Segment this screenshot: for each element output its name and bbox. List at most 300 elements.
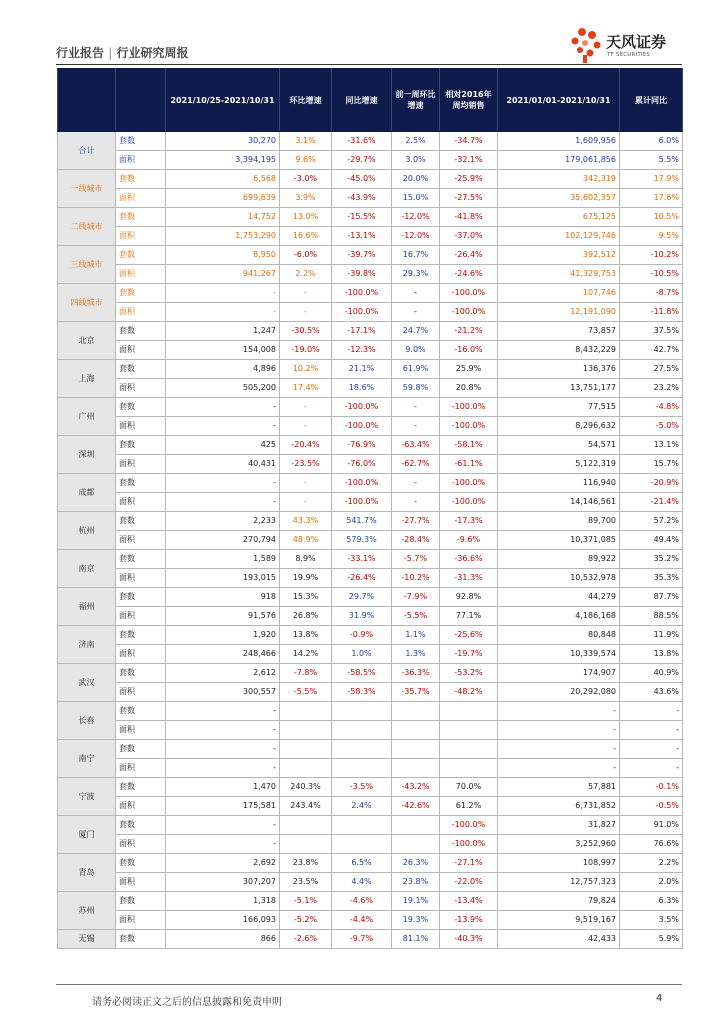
value-cell: -	[392, 284, 440, 303]
value-cell: -7.8%	[280, 664, 332, 683]
value-cell: -	[166, 702, 280, 721]
value-cell	[332, 816, 392, 835]
value-cell: 10,371,085	[498, 531, 620, 550]
value-cell: 18.6%	[332, 379, 392, 398]
value-cell: -100.0%	[440, 835, 498, 854]
value-cell: 3.0%	[392, 151, 440, 170]
value-cell: 240.3%	[280, 778, 332, 797]
value-cell: 8,296,632	[498, 417, 620, 436]
page-number: 4	[656, 993, 663, 1004]
value-cell: -	[280, 284, 332, 303]
metric-cell: 套数	[116, 360, 166, 379]
metric-cell: 套数	[116, 778, 166, 797]
footer-divider	[56, 984, 682, 985]
value-cell: 941,267	[166, 265, 280, 284]
city-cell: 合计	[58, 132, 116, 170]
col-header: 相对2016年周均销售	[440, 69, 498, 132]
value-cell: 26.8%	[280, 607, 332, 626]
value-cell: 1.3%	[392, 645, 440, 664]
value-cell: 179,061,856	[498, 151, 620, 170]
value-cell: 31,827	[498, 816, 620, 835]
city-cell: 无锡	[58, 930, 116, 949]
value-cell: 17.4%	[280, 379, 332, 398]
value-cell	[332, 702, 392, 721]
metric-cell: 面积	[116, 303, 166, 322]
metric-cell: 面积	[116, 417, 166, 436]
value-cell: 174,907	[498, 664, 620, 683]
table-row	[58, 246, 683, 265]
city-cell: 深圳	[58, 436, 116, 474]
value-cell: 4.4%	[332, 873, 392, 892]
city-cell: 苏州	[58, 892, 116, 930]
value-cell: 2,233	[166, 512, 280, 531]
value-cell	[332, 740, 392, 759]
value-cell: -76.9%	[332, 436, 392, 455]
value-cell: 81.1%	[392, 930, 440, 949]
table-row	[58, 417, 683, 436]
value-cell: 35,602,357	[498, 189, 620, 208]
value-cell: 35.2%	[620, 550, 683, 569]
value-cell: -100.0%	[440, 303, 498, 322]
value-cell: -6.0%	[280, 246, 332, 265]
value-cell: 5.9%	[620, 930, 683, 949]
value-cell: 2,692	[166, 854, 280, 873]
value-cell: -0.1%	[620, 778, 683, 797]
metric-cell: 面积	[116, 683, 166, 702]
value-cell: 3,394,195	[166, 151, 280, 170]
value-cell: 54,571	[498, 436, 620, 455]
value-cell: -5.7%	[392, 550, 440, 569]
header-separator: |	[108, 46, 113, 60]
value-cell: 2,612	[166, 664, 280, 683]
value-cell: 20,292,080	[498, 683, 620, 702]
value-cell: 40,431	[166, 455, 280, 474]
metric-cell: 套数	[116, 702, 166, 721]
value-cell: 77.1%	[440, 607, 498, 626]
table-row	[58, 189, 683, 208]
value-cell: 42.7%	[620, 341, 683, 360]
table-row	[58, 341, 683, 360]
table-row	[58, 873, 683, 892]
value-cell: 29.7%	[332, 588, 392, 607]
value-cell: 25.9%	[440, 360, 498, 379]
value-cell: 15.0%	[392, 189, 440, 208]
value-cell: -	[620, 759, 683, 778]
metric-cell: 套数	[116, 854, 166, 873]
value-cell: -	[280, 474, 332, 493]
value-cell: -39.8%	[332, 265, 392, 284]
value-cell: 13,751,177	[498, 379, 620, 398]
value-cell: -	[280, 417, 332, 436]
value-cell: 505,200	[166, 379, 280, 398]
value-cell: -34.7%	[440, 132, 498, 151]
table-row	[58, 816, 683, 835]
value-cell	[440, 702, 498, 721]
city-cell: 福州	[58, 588, 116, 626]
value-cell: 16.6%	[280, 227, 332, 246]
value-cell: -12.0%	[392, 208, 440, 227]
value-cell: -76.0%	[332, 455, 392, 474]
value-cell: -48.2%	[440, 683, 498, 702]
value-cell: 14,752	[166, 208, 280, 227]
value-cell: 92.8%	[440, 588, 498, 607]
metric-cell: 面积	[116, 797, 166, 816]
value-cell: -41.8%	[440, 208, 498, 227]
value-cell: 1,609,956	[498, 132, 620, 151]
value-cell: -22.0%	[440, 873, 498, 892]
value-cell: -27.1%	[440, 854, 498, 873]
value-cell: 116,940	[498, 474, 620, 493]
value-cell: 10.2%	[280, 360, 332, 379]
value-cell: -100.0%	[440, 816, 498, 835]
value-cell: 4,186,168	[498, 607, 620, 626]
value-cell: 91.0%	[620, 816, 683, 835]
value-cell: 20.0%	[392, 170, 440, 189]
value-cell: -13.9%	[440, 911, 498, 930]
value-cell: -16.0%	[440, 341, 498, 360]
value-cell: 16.7%	[392, 246, 440, 265]
value-cell: 102,129,746	[498, 227, 620, 246]
value-cell: 243.4%	[280, 797, 332, 816]
city-cell: 三线城市	[58, 246, 116, 284]
value-cell: 8,432,229	[498, 341, 620, 360]
value-cell	[392, 740, 440, 759]
value-cell: -58.1%	[440, 436, 498, 455]
value-cell: 9.5%	[620, 227, 683, 246]
metric-cell: 套数	[116, 474, 166, 493]
value-cell: 49.4%	[620, 531, 683, 550]
value-cell: 21.1%	[332, 360, 392, 379]
value-cell: -43.9%	[332, 189, 392, 208]
value-cell	[440, 740, 498, 759]
value-cell: 866	[166, 930, 280, 949]
value-cell: 541.7%	[332, 512, 392, 531]
value-cell: 79,824	[498, 892, 620, 911]
value-cell: -	[166, 835, 280, 854]
value-cell: -	[166, 284, 280, 303]
value-cell: 1.0%	[332, 645, 392, 664]
value-cell: 15.3%	[280, 588, 332, 607]
value-cell: 1,753,290	[166, 227, 280, 246]
value-cell: -26.4%	[332, 569, 392, 588]
table-row	[58, 531, 683, 550]
value-cell: -	[392, 474, 440, 493]
value-cell: -26.4%	[440, 246, 498, 265]
value-cell: -17.1%	[332, 322, 392, 341]
value-cell: 2.0%	[620, 873, 683, 892]
value-cell: -27.7%	[392, 512, 440, 531]
value-cell: -53.2%	[440, 664, 498, 683]
value-cell: 44,279	[498, 588, 620, 607]
table-row	[58, 265, 683, 284]
value-cell: 20.8%	[440, 379, 498, 398]
city-cell: 二线城市	[58, 208, 116, 246]
value-cell: -100.0%	[440, 284, 498, 303]
value-cell: -45.0%	[332, 170, 392, 189]
value-cell: 19.3%	[392, 911, 440, 930]
city-cell: 广州	[58, 398, 116, 436]
metric-cell: 套数	[116, 284, 166, 303]
value-cell: 11.9%	[620, 626, 683, 645]
value-cell: 248,466	[166, 645, 280, 664]
value-cell: -10.2%	[392, 569, 440, 588]
value-cell: -2.6%	[280, 930, 332, 949]
value-cell: -0.5%	[620, 797, 683, 816]
value-cell: 3.5%	[620, 911, 683, 930]
table-row	[58, 664, 683, 683]
value-cell: 57.2%	[620, 512, 683, 531]
table-row	[58, 930, 683, 949]
value-cell: -5.1%	[280, 892, 332, 911]
value-cell: 3.1%	[280, 132, 332, 151]
value-cell: -20.4%	[280, 436, 332, 455]
metric-cell: 套数	[116, 398, 166, 417]
value-cell: 41,329,753	[498, 265, 620, 284]
value-cell: -0.9%	[332, 626, 392, 645]
value-cell: 43.6%	[620, 683, 683, 702]
metric-cell: 套数	[116, 550, 166, 569]
value-cell: -4.4%	[332, 911, 392, 930]
value-cell: -3.5%	[332, 778, 392, 797]
value-cell: 29.3%	[392, 265, 440, 284]
header-subcategory: 行业研究周报	[116, 46, 189, 60]
value-cell: 175,581	[166, 797, 280, 816]
value-cell: 5,122,319	[498, 455, 620, 474]
value-cell: 8,950	[166, 246, 280, 265]
metric-cell: 面积	[116, 835, 166, 854]
value-cell: 2.5%	[392, 132, 440, 151]
logo-english-name: TF SECURITIES	[607, 52, 651, 58]
table-row	[58, 322, 683, 341]
table-row	[58, 550, 683, 569]
value-cell: 88.5%	[620, 607, 683, 626]
value-cell: -36.3%	[392, 664, 440, 683]
value-cell: -4.8%	[620, 398, 683, 417]
value-cell: -	[392, 493, 440, 512]
value-cell: -24.6%	[440, 265, 498, 284]
value-cell: 4,896	[166, 360, 280, 379]
value-cell: 48.9%	[280, 531, 332, 550]
city-cell: 北京	[58, 322, 116, 360]
value-cell: -	[166, 398, 280, 417]
value-cell: -19.7%	[440, 645, 498, 664]
value-cell: 6,568	[166, 170, 280, 189]
table-row	[58, 170, 683, 189]
value-cell	[280, 702, 332, 721]
metric-cell: 套数	[116, 816, 166, 835]
metric-cell: 套数	[116, 208, 166, 227]
col-header: 前一周环比增速	[392, 69, 440, 132]
value-cell: 699,639	[166, 189, 280, 208]
city-cell: 长春	[58, 702, 116, 740]
table-row	[58, 474, 683, 493]
metric-cell: 面积	[116, 759, 166, 778]
value-cell: 10,532,978	[498, 569, 620, 588]
header-category: 行业报告	[56, 46, 105, 60]
value-cell: 270,794	[166, 531, 280, 550]
value-cell: 17.6%	[620, 189, 683, 208]
value-cell: -5.5%	[280, 683, 332, 702]
table-row	[58, 759, 683, 778]
value-cell: 24.7%	[392, 322, 440, 341]
metric-cell: 套数	[116, 170, 166, 189]
value-cell: 10,339,574	[498, 645, 620, 664]
value-cell: -	[498, 740, 620, 759]
metric-cell: 面积	[116, 873, 166, 892]
value-cell: -3.0%	[280, 170, 332, 189]
value-cell: -5.2%	[280, 911, 332, 930]
value-cell: 166,093	[166, 911, 280, 930]
metric-cell: 套数	[116, 322, 166, 341]
value-cell: -37.0%	[440, 227, 498, 246]
sales-table	[57, 68, 683, 949]
table-row	[58, 911, 683, 930]
value-cell: -	[166, 740, 280, 759]
value-cell: -62.7%	[392, 455, 440, 474]
value-cell: 1,470	[166, 778, 280, 797]
value-cell	[280, 835, 332, 854]
value-cell: 3.9%	[280, 189, 332, 208]
table-row	[58, 835, 683, 854]
city-cell: 南京	[58, 550, 116, 588]
city-cell: 一线城市	[58, 170, 116, 208]
table-row	[58, 607, 683, 626]
value-cell: -30.5%	[280, 322, 332, 341]
value-cell	[440, 721, 498, 740]
value-cell: 12,191,090	[498, 303, 620, 322]
value-cell: 23.5%	[280, 873, 332, 892]
value-cell	[392, 759, 440, 778]
table-row	[58, 588, 683, 607]
value-cell: -	[498, 721, 620, 740]
value-cell: -29.7%	[332, 151, 392, 170]
table-row	[58, 683, 683, 702]
value-cell: 23.8%	[392, 873, 440, 892]
value-cell: 80,848	[498, 626, 620, 645]
value-cell: 30,270	[166, 132, 280, 151]
value-cell: -	[166, 417, 280, 436]
value-cell: -100.0%	[440, 493, 498, 512]
value-cell: 3,252,960	[498, 835, 620, 854]
value-cell: -	[166, 493, 280, 512]
value-cell: -9.7%	[332, 930, 392, 949]
value-cell: 13.0%	[280, 208, 332, 227]
city-cell: 上海	[58, 360, 116, 398]
report-category	[56, 44, 188, 61]
value-cell: -21.4%	[620, 493, 683, 512]
value-cell: 392,512	[498, 246, 620, 265]
city-cell: 济南	[58, 626, 116, 664]
value-cell: -4.6%	[332, 892, 392, 911]
table-row	[58, 854, 683, 873]
value-cell: -5.5%	[392, 607, 440, 626]
value-cell: 42,433	[498, 930, 620, 949]
value-cell	[440, 759, 498, 778]
value-cell: 87.7%	[620, 588, 683, 607]
value-cell: -42.6%	[392, 797, 440, 816]
value-cell: -9.6%	[440, 531, 498, 550]
table-row	[58, 645, 683, 664]
table-row	[58, 379, 683, 398]
value-cell: 73,857	[498, 322, 620, 341]
value-cell: 342,319	[498, 170, 620, 189]
value-cell: 108,997	[498, 854, 620, 873]
value-cell: 107,746	[498, 284, 620, 303]
value-cell	[392, 702, 440, 721]
value-cell: 77,515	[498, 398, 620, 417]
value-cell: -10.2%	[620, 246, 683, 265]
value-cell: -	[620, 702, 683, 721]
value-cell: 6.5%	[332, 854, 392, 873]
value-cell: -17.3%	[440, 512, 498, 531]
value-cell: 136,376	[498, 360, 620, 379]
value-cell: -	[392, 398, 440, 417]
col-header	[58, 69, 116, 132]
value-cell: -63.4%	[392, 436, 440, 455]
value-cell: 19.1%	[392, 892, 440, 911]
metric-cell: 面积	[116, 569, 166, 588]
value-cell: 9,519,167	[498, 911, 620, 930]
table-row	[58, 151, 683, 170]
value-cell	[280, 759, 332, 778]
metric-cell: 面积	[116, 151, 166, 170]
value-cell: 2.4%	[332, 797, 392, 816]
value-cell	[280, 721, 332, 740]
value-cell: -	[620, 740, 683, 759]
value-cell: -7.9%	[392, 588, 440, 607]
value-cell: 918	[166, 588, 280, 607]
table-row	[58, 740, 683, 759]
metric-cell: 面积	[116, 607, 166, 626]
value-cell: -43.2%	[392, 778, 440, 797]
value-cell: -	[392, 417, 440, 436]
value-cell: 43.3%	[280, 512, 332, 531]
value-cell: 57,881	[498, 778, 620, 797]
city-cell: 青岛	[58, 854, 116, 892]
table-row	[58, 436, 683, 455]
metric-cell: 面积	[116, 531, 166, 550]
city-cell: 杭州	[58, 512, 116, 550]
value-cell: -11.8%	[620, 303, 683, 322]
value-cell: -10.5%	[620, 265, 683, 284]
footer-disclaimer: 请务必阅读正文之后的信息披露和免责申明	[92, 997, 282, 1008]
city-cell: 成都	[58, 474, 116, 512]
value-cell: -100.0%	[440, 474, 498, 493]
value-cell: -8.7%	[620, 284, 683, 303]
value-cell: -39.7%	[332, 246, 392, 265]
value-cell: -27.5%	[440, 189, 498, 208]
value-cell: -40.3%	[440, 930, 498, 949]
value-cell: 1.1%	[392, 626, 440, 645]
value-cell: -100.0%	[332, 417, 392, 436]
table-row	[58, 208, 683, 227]
value-cell: -13.1%	[332, 227, 392, 246]
value-cell: 2.2%	[280, 265, 332, 284]
metric-cell: 面积	[116, 455, 166, 474]
table-header-row	[58, 69, 683, 132]
table-row	[58, 227, 683, 246]
value-cell: -100.0%	[332, 474, 392, 493]
value-cell: 300,557	[166, 683, 280, 702]
value-cell: -100.0%	[332, 398, 392, 417]
col-header	[116, 69, 166, 132]
metric-cell: 套数	[116, 930, 166, 949]
value-cell	[280, 816, 332, 835]
value-cell: -	[620, 721, 683, 740]
city-cell: 四线城市	[58, 284, 116, 322]
value-cell: -5.0%	[620, 417, 683, 436]
value-cell: 1,318	[166, 892, 280, 911]
